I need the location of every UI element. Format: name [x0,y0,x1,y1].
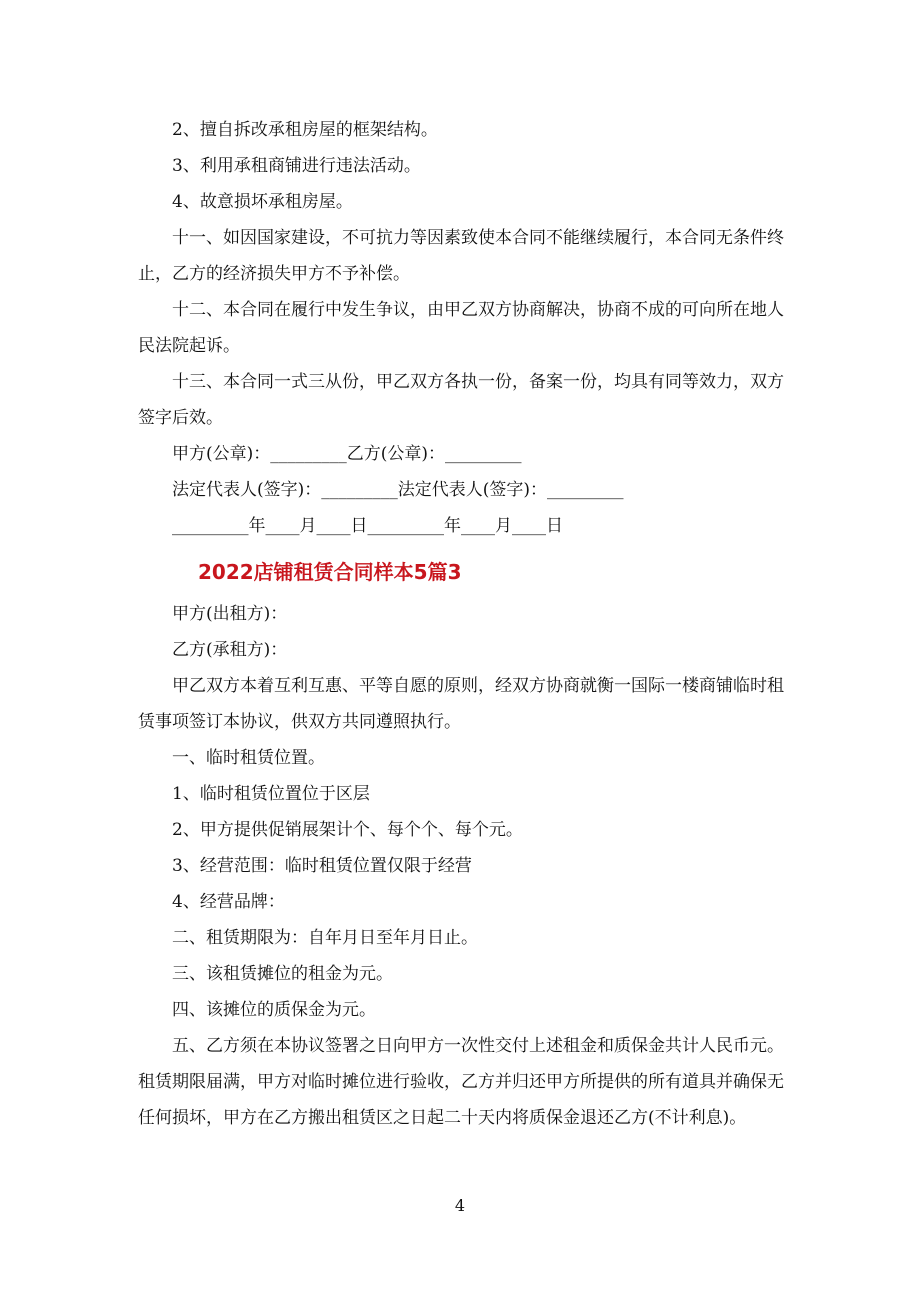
paragraph-party-b: 乙方(承租方)： [172,640,288,660]
paragraph-section-4: 四、该摊位的质保金为元。 [172,1000,376,1020]
document-body [138,112,784,1136]
paragraph-section-5: 五、乙方须在本协议签署之日向甲方一次性交付上述租金和质保金共计人民币元。租赁期限届满，甲方对临时摊位进行验收，乙方并归还甲方所提供的所有道具并确保无任何损坏，甲方在乙方搬出租赁区之日起二十天内将质保金退还乙方(不计利息)。 [138,1036,784,1128]
paragraph-item-2: 2、甲方提供促销展架计个、每个个、每个元。 [172,820,523,840]
paragraph-section-1: 一、临时租赁位置。 [172,748,325,768]
paragraph-article-13: 十三、本合同一式三从份，甲乙双方各执一份，备案一份，均具有同等效力，双方签字后效。 [138,372,784,428]
paragraph-section-2: 二、租赁期限为：自年月日至年月日止。 [172,928,478,948]
paragraph-article-12: 十二、本合同在履行中发生争议，由甲乙双方协商解决，协商不成的可向所在地人民法院起诉。 [138,300,784,356]
paragraph-article-11: 十一、如因国家建设，不可抗力等因素致使本合同不能继续履行，本合同无条件终止，乙方的经济损失甲方不予补偿。 [138,228,784,284]
paragraph-clause-2: 2、擅自拆改承租房屋的框架结构。 [172,120,438,140]
paragraph-item-1: 1、临时租赁位置位于区层 [172,784,370,804]
paragraph-item-4: 4、经营品牌： [172,892,285,912]
signature-representative-line: 法定代表人(签字)：_________法定代表人(签字)：_________ [172,480,624,500]
paragraph-clause-3: 3、利用承租商铺进行违法活动。 [172,156,421,176]
paragraph-section-3: 三、该租赁摊位的租金为元。 [172,964,393,984]
paragraph-item-3: 3、经营范围：临时租赁位置仅限于经营 [172,856,472,876]
section-heading: 2022店铺租赁合同样本5篇3 [198,560,462,584]
paragraph-clause-4: 4、故意损坏承租房屋。 [172,192,353,212]
page-number: 4 [454,1196,466,1215]
paragraph-preamble: 甲乙双方本着互利互惠、平等自愿的原则，经双方协商就衡一国际一楼商铺临时租赁事项签订本协议，供双方共同遵照执行。 [138,676,784,732]
signature-date-line: _________年____月____日_________年____月____日 [172,516,563,536]
paragraph-party-a: 甲方(出租方)： [172,604,288,624]
signature-seal-line: 甲方(公章)：_________乙方(公章)：_________ [172,444,522,464]
